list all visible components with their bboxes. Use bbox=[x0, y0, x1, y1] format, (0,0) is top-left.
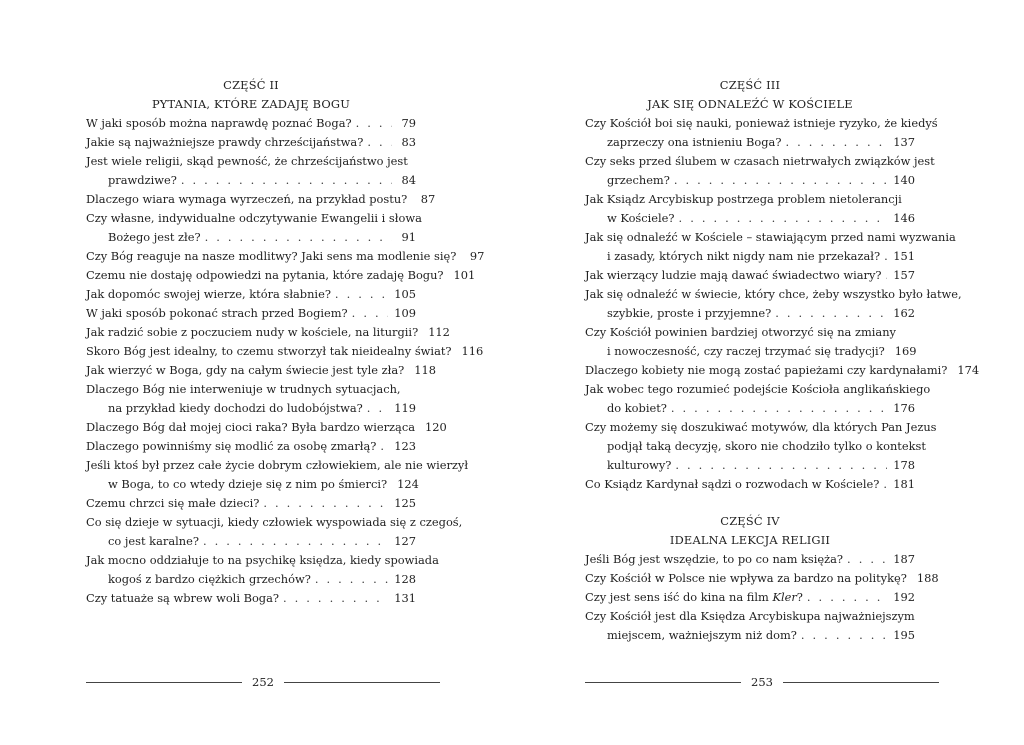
toc-entry-line bbox=[585, 380, 931, 399]
toc-page-number: 174 bbox=[957, 363, 980, 377]
toc-entry-text: Bożego jest złe? bbox=[108, 230, 201, 244]
toc-entry bbox=[86, 456, 469, 494]
toc-entry-text: Jak wierzący ludzie mają dawać świadectwo wiary? bbox=[585, 268, 882, 282]
toc-page-number: 112 bbox=[428, 325, 450, 339]
toc-entry-text: Jak się odnaleźć w świecie, który chce, żeby wszystko było łatwe, bbox=[585, 287, 962, 301]
toc-entry bbox=[585, 569, 939, 588]
toc-entry-line bbox=[585, 114, 938, 133]
dot-leader bbox=[315, 570, 388, 589]
toc-entry-text: Jakie są najważniejsze prawdy chrześcijaństwa? bbox=[86, 135, 364, 149]
part-title: PYTANIA, KTÓRE ZADAJĘ BOGU bbox=[151, 97, 351, 111]
toc-page-number: 91 bbox=[401, 230, 416, 244]
footer-rule bbox=[585, 682, 741, 683]
toc-entry-line bbox=[86, 418, 447, 437]
dot-leader bbox=[801, 626, 887, 645]
dot-leader bbox=[181, 171, 392, 190]
toc-page-number: 83 bbox=[401, 135, 416, 149]
toc-entry-text: Czemu chrzci się małe dzieci? bbox=[86, 496, 260, 510]
toc-entry-line bbox=[585, 247, 915, 266]
toc-entry bbox=[585, 285, 962, 323]
toc-entry-text: zaprzeczy ona istnieniu Boga? bbox=[607, 135, 782, 149]
toc-entry-text: do kobiet? bbox=[607, 401, 667, 415]
toc-entry bbox=[585, 550, 915, 569]
toc-page-number: 162 bbox=[893, 306, 915, 320]
part-title: JAK SIĘ ODNALEŹĆ W KOŚCIELE bbox=[647, 97, 853, 111]
dot-leader bbox=[886, 266, 888, 285]
toc-entry-text: co jest karalne? bbox=[108, 534, 199, 548]
dot-leader bbox=[883, 475, 887, 494]
toc-entry-text: prawdziwe? bbox=[108, 173, 177, 187]
toc-entry-text: w Kościele? bbox=[607, 211, 675, 225]
toc-entry-line bbox=[86, 133, 416, 152]
toc-page-number: 169 bbox=[894, 344, 917, 358]
toc-entry-text: Czemu nie dostaję odpowiedzi na pytania, które zadaję Bogu? bbox=[86, 268, 444, 282]
footer-rule bbox=[86, 682, 242, 683]
page-number: 252 bbox=[252, 675, 274, 689]
toc-entry-text: Dlaczego Bóg nie interweniuje w trudnych sytuacjach, bbox=[86, 382, 401, 396]
toc-entry-text: Co się dzieje w sytuacji, kiedy człowiek wyspowiada się z czegoś, bbox=[86, 515, 463, 529]
toc-page-number: 146 bbox=[893, 211, 915, 225]
toc-entry-line bbox=[86, 285, 416, 304]
toc-page-number: 125 bbox=[394, 496, 416, 510]
toc-entry bbox=[585, 323, 915, 361]
toc-entry-text: Jak mocno oddziałuje to na psychikę księdza, kiedy spowiada bbox=[86, 553, 439, 567]
toc-entry-text: Czy własne, indywidualne odczytywanie Ewangelii i słowa bbox=[86, 211, 422, 225]
toc-entry bbox=[86, 114, 416, 133]
toc-page-number: 151 bbox=[893, 249, 915, 263]
toc-entry-line bbox=[585, 437, 926, 456]
toc-list bbox=[86, 114, 485, 608]
toc-entry bbox=[585, 190, 915, 228]
toc-entry-line bbox=[86, 380, 416, 399]
toc-entry-line bbox=[585, 209, 915, 228]
toc-list bbox=[585, 114, 980, 494]
toc-entry-line bbox=[86, 437, 416, 456]
toc-entry-line bbox=[86, 494, 416, 513]
dot-leader bbox=[847, 550, 887, 569]
toc-entry bbox=[86, 247, 485, 266]
toc-entry-line bbox=[585, 266, 915, 285]
toc-entry-line bbox=[585, 152, 935, 171]
toc-page-number: 109 bbox=[394, 306, 416, 320]
toc-page-number: 119 bbox=[394, 401, 416, 415]
page-footer-right bbox=[585, 672, 939, 692]
toc-entry-line bbox=[585, 588, 915, 607]
toc-entry-text: kulturowy? bbox=[607, 458, 672, 472]
toc-entry-text: Jak się odnaleźć w Kościele – stawiającym przed nami wyzwania bbox=[585, 230, 956, 244]
dot-leader bbox=[367, 133, 392, 152]
toc-entry-line bbox=[86, 551, 439, 570]
toc-entry-line bbox=[86, 209, 422, 228]
dot-leader bbox=[367, 399, 388, 418]
toc-page-number: 188 bbox=[916, 571, 939, 585]
toc-entry bbox=[585, 228, 956, 266]
toc-entry bbox=[86, 418, 447, 437]
toc-page-number: 181 bbox=[893, 477, 915, 491]
toc-page-number: 97 bbox=[469, 249, 485, 263]
toc-page-number: 127 bbox=[394, 534, 416, 548]
part-label: CZĘŚĆ III bbox=[719, 78, 781, 92]
footer-rule bbox=[783, 682, 939, 683]
toc-entry-text: Czy Kościół boi się nauki, ponieważ istnieje ryzyko, że kiedyś bbox=[585, 116, 938, 130]
toc-entry-text: Jak dopomóc swojej wierze, która słabnie? bbox=[86, 287, 331, 301]
dot-leader bbox=[674, 171, 887, 190]
toc-entry-line bbox=[86, 323, 450, 342]
toc-page-number: 192 bbox=[893, 590, 915, 604]
toc-entry bbox=[86, 513, 463, 551]
toc-entry-line bbox=[86, 532, 416, 551]
toc-page-number: 79 bbox=[401, 116, 416, 130]
toc-entry-line bbox=[86, 570, 416, 589]
toc-entry-text: Dlaczego wiara wymaga wyrzeczeń, na przykład postu? bbox=[86, 192, 408, 206]
toc-entry-line bbox=[585, 550, 915, 569]
toc-entry-text: Jest wiele religii, skąd pewność, że chrześcijaństwo jest bbox=[86, 154, 408, 168]
toc-entry-text: Skoro Bóg jest idealny, to czemu stworzył tak nieidealny świat? bbox=[86, 344, 452, 358]
toc-entry-line bbox=[585, 607, 915, 626]
toc-list bbox=[585, 550, 939, 645]
dot-leader bbox=[352, 304, 389, 323]
toc-entry-line bbox=[86, 304, 416, 323]
page-footer-left bbox=[86, 672, 440, 692]
toc-entry-text: w Boga, to co wtedy dzieje się z nim po śmierci? bbox=[108, 477, 388, 491]
dot-leader bbox=[283, 589, 388, 608]
toc-entry-line bbox=[585, 475, 915, 494]
toc-entry bbox=[86, 323, 450, 342]
toc-entry bbox=[86, 133, 416, 152]
toc-entry-text: W jaki sposób można naprawdę poznać Boga? bbox=[86, 116, 352, 130]
toc-entry bbox=[86, 152, 416, 190]
right-page bbox=[585, 0, 980, 645]
toc-entry bbox=[86, 304, 416, 323]
toc-entry bbox=[86, 209, 422, 247]
toc-entry-line bbox=[585, 304, 915, 323]
toc-entry-line bbox=[585, 133, 915, 152]
toc-entry-text: Czy seks przed ślubem w czasach nietrwałych związków jest bbox=[585, 154, 935, 168]
toc-entry-text: Dlaczego kobiety nie mogą zostać papieżami czy kardynałami? bbox=[585, 363, 948, 377]
toc-page-number: 187 bbox=[893, 552, 915, 566]
toc-entry bbox=[86, 494, 416, 513]
toc-entry bbox=[86, 285, 416, 304]
dot-leader bbox=[380, 437, 388, 456]
toc-entry bbox=[86, 342, 484, 361]
toc-entry-text: Dlaczego Bóg dał mojej cioci raka? Była bardzo wierząca bbox=[86, 420, 416, 434]
footer-rule bbox=[284, 682, 440, 683]
part-label: CZĘŚĆ IV bbox=[720, 514, 780, 528]
toc-entry-text: na przykład kiedy dochodzi do ludobójstwa? bbox=[108, 401, 363, 415]
toc-page-number: 178 bbox=[893, 458, 915, 472]
toc-entry-text: i zasady, których nikt nigdy nam nie przekazał? bbox=[607, 249, 881, 263]
toc-entry-line bbox=[585, 569, 939, 588]
toc-entry-text: grzechem? bbox=[607, 173, 670, 187]
toc-page-number: 123 bbox=[394, 439, 416, 453]
toc-entry bbox=[86, 190, 436, 209]
dot-leader bbox=[671, 399, 887, 418]
dot-leader bbox=[205, 228, 392, 247]
dot-leader bbox=[203, 532, 388, 551]
toc-entry-line bbox=[86, 114, 416, 133]
toc-page-number: 84 bbox=[401, 173, 416, 187]
toc-entry bbox=[585, 588, 915, 607]
toc-entry-text: Jak radzić sobie z poczuciem nudy w kościele, na liturgii? bbox=[86, 325, 419, 339]
toc-entry-line bbox=[86, 361, 436, 380]
toc-entry-text: Jak wobec tego rozumieć podejście Kościoła anglikańskiego bbox=[585, 382, 931, 396]
toc-entry-line bbox=[585, 399, 915, 418]
toc-entry-line bbox=[86, 171, 416, 190]
toc-entry-line bbox=[86, 247, 485, 266]
dot-leader bbox=[356, 114, 392, 133]
toc-entry-line bbox=[86, 152, 416, 171]
toc-page-number: 87 bbox=[420, 192, 436, 206]
toc-entry-text: miejscem, ważniejszym niż dom? bbox=[607, 628, 797, 642]
toc-entry bbox=[86, 361, 436, 380]
toc-entry-text: szybkie, proste i przyjemne? bbox=[607, 306, 772, 320]
toc-entry-text: Jeśli Bóg jest wszędzie, to po co nam księża? bbox=[585, 552, 844, 566]
toc-entry-line bbox=[585, 228, 956, 247]
toc-entry-text: Jak wierzyć w Boga, gdy na całym świecie jest tyle zła? bbox=[86, 363, 405, 377]
toc-entry-text: Czy jest sens iść do kina na film Kler? bbox=[585, 590, 803, 604]
toc-entry-line bbox=[585, 285, 962, 304]
toc-entry-text: Czy Kościół powinien bardziej otworzyć się na zmiany bbox=[585, 325, 896, 339]
toc-entry bbox=[585, 607, 915, 645]
toc-entry-line bbox=[86, 266, 476, 285]
toc-entry-text: Czy Kościół w Polsce nie wpływa za bardzo na politykę? bbox=[585, 571, 907, 585]
toc-page-number: 118 bbox=[414, 363, 436, 377]
left-page bbox=[86, 0, 485, 608]
toc-entry bbox=[86, 380, 416, 418]
toc-page-number: 124 bbox=[397, 477, 419, 491]
toc-entry-line bbox=[585, 323, 915, 342]
toc-entry-line bbox=[585, 418, 937, 437]
toc-entry-line bbox=[86, 228, 416, 247]
toc-page-number: 120 bbox=[425, 420, 447, 434]
toc-entry-text: Czy tatuaże są wbrew woli Boga? bbox=[86, 591, 279, 605]
toc-entry-line bbox=[585, 190, 915, 209]
toc-entry-line bbox=[86, 475, 419, 494]
dot-leader bbox=[675, 456, 887, 475]
toc-page-number: 105 bbox=[394, 287, 416, 301]
toc-entry-text: i nowoczesność, czy raczej trzymać się tradycji? bbox=[607, 344, 885, 358]
dot-leader bbox=[807, 588, 887, 607]
toc-page-number: 140 bbox=[893, 173, 915, 187]
toc-entry bbox=[585, 361, 980, 380]
toc-entry-line bbox=[86, 342, 484, 361]
toc-entry-line bbox=[86, 589, 416, 608]
toc-page-number: 131 bbox=[394, 591, 416, 605]
toc-entry-line bbox=[86, 456, 469, 475]
toc-entry bbox=[86, 551, 439, 589]
toc-entry-line bbox=[86, 513, 463, 532]
toc-entry-line bbox=[585, 171, 915, 190]
toc-entry bbox=[86, 589, 416, 608]
toc-entry bbox=[585, 418, 937, 475]
toc-entry bbox=[585, 475, 915, 494]
toc-entry-text: Jak Ksiądz Arcybiskup postrzega problem nietolerancji bbox=[585, 192, 902, 206]
toc-page-number: 101 bbox=[453, 268, 476, 282]
toc-entry-text: W jaki sposób pokonać strach przed Bogiem? bbox=[86, 306, 348, 320]
toc-page-number: 116 bbox=[461, 344, 484, 358]
page-number: 253 bbox=[751, 675, 773, 689]
toc-entry bbox=[585, 152, 935, 190]
toc-entry-text: kogoś z bardzo ciężkich grzechów? bbox=[108, 572, 311, 586]
toc-page-number: 128 bbox=[394, 572, 416, 586]
toc-entry-text: Dlaczego powinniśmy się modlić za osobę zmarłą? bbox=[86, 439, 377, 453]
toc-entry-text: Co Ksiądz Kardynał sądzi o rozwodach w Kościele? bbox=[585, 477, 880, 491]
toc-page-number: 137 bbox=[893, 135, 915, 149]
toc-entry-line bbox=[86, 399, 416, 418]
toc-entry-text: Czy możemy się doszukiwać motywów, dla których Pan Jezus bbox=[585, 420, 937, 434]
toc-entry bbox=[86, 437, 416, 456]
dot-leader bbox=[679, 209, 888, 228]
toc-entry-line bbox=[585, 342, 915, 361]
dot-leader bbox=[775, 304, 887, 323]
toc-entry-line bbox=[585, 626, 915, 645]
toc-entry bbox=[585, 114, 938, 152]
toc-page-number: 195 bbox=[893, 628, 915, 642]
dot-leader bbox=[335, 285, 388, 304]
toc-page-number: 157 bbox=[893, 268, 915, 282]
toc-entry-line bbox=[585, 456, 915, 475]
dot-leader bbox=[263, 494, 388, 513]
dot-leader bbox=[884, 247, 887, 266]
toc-entry-text: podjął taką decyzję, skoro nie chodziło tylko o kontekst bbox=[607, 439, 926, 453]
toc-entry bbox=[585, 380, 931, 418]
toc-entry-line bbox=[585, 361, 980, 380]
toc-entry-text: Czy Kościół jest dla Księdza Arcybiskupa najważniejszym bbox=[585, 609, 915, 623]
toc-entry-text: Czy Bóg reaguje na nasze modlitwy? Jaki sens ma modlenie się? bbox=[86, 249, 457, 263]
toc-entry bbox=[86, 266, 476, 285]
dot-leader bbox=[785, 133, 887, 152]
part-label: CZĘŚĆ II bbox=[223, 78, 279, 92]
part-title: IDEALNA LEKCJA RELIGII bbox=[669, 533, 831, 547]
toc-entry-text: Jeśli ktoś był przez całe życie dobrym człowiekiem, ale nie wierzył bbox=[86, 458, 469, 472]
toc-entry bbox=[585, 266, 915, 285]
toc-page-number: 176 bbox=[893, 401, 915, 415]
toc-entry-line bbox=[86, 190, 436, 209]
